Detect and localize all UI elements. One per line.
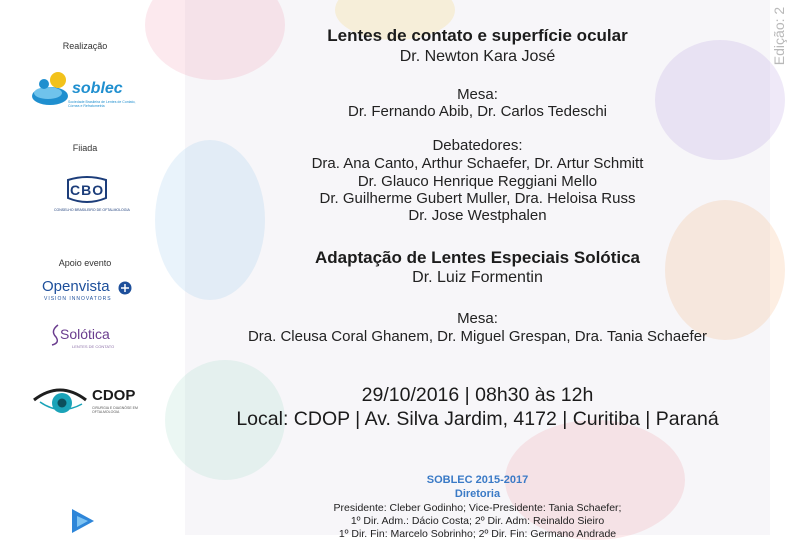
soblec-wordmark: soblec bbox=[72, 80, 123, 97]
solotica-logo bbox=[50, 323, 130, 353]
board-line: Presidente: Cleber Godinho; Vice-Presidente: Tania Schaefer; bbox=[333, 502, 622, 514]
debatedores-line: Dr. Glauco Henrique Reggiani Mello bbox=[357, 173, 598, 190]
solotica-tagline: LENTES DE CONTATO bbox=[72, 344, 115, 349]
apoio-label: Apoio evento bbox=[58, 258, 112, 268]
session1-mesa-names: Dr. Fernando Abib, Dr. Carlos Tedeschi bbox=[347, 103, 608, 120]
session1-mesa-label: Mesa: bbox=[457, 86, 498, 103]
session2-title: Adaptação de Lentes Especiais Solótica bbox=[314, 248, 640, 267]
cdop-logo bbox=[32, 386, 147, 420]
cdop-tagline: CIRURGIA E DIAGNÓSE EM OFTALMOLOGIA bbox=[92, 406, 138, 414]
session1-speaker: Dr. Newton Kara José bbox=[399, 48, 556, 65]
openvista-logo bbox=[42, 278, 137, 304]
cdop-eye-icon bbox=[32, 386, 88, 416]
program-content bbox=[185, 0, 787, 540]
realizacao-label: Realização bbox=[62, 41, 108, 51]
solotica-swirl-icon bbox=[50, 323, 60, 347]
debatedores-line: Dra. Ana Canto, Arthur Schaefer, Dr. Artur Schmitt bbox=[311, 155, 644, 172]
debatedores-line: Dr. Jose Westphalen bbox=[408, 207, 547, 224]
session2-speaker: Dr. Luiz Formentin bbox=[412, 269, 543, 286]
debatedores-line: Dr. Guilherme Gubert Muller, Dra. Heloisa Russ bbox=[319, 190, 636, 207]
board-line: 1º Dir. Adm.: Dácio Costa; 2º Dir. Adm: Reinaldo Sieiro bbox=[350, 515, 605, 527]
openvista-wordmark: Openvista bbox=[42, 278, 110, 295]
soblec-tagline: Sociedade Brasileira de Lentes de Contato, Córnea e Refratometria bbox=[68, 100, 136, 108]
session2-mesa-names: Dra. Cleusa Coral Ghanem, Dr. Miguel Grespan, Dra. Tania Schaefer bbox=[247, 328, 708, 345]
openvista-tagline: VISION INNOVATORS bbox=[44, 296, 112, 302]
board-title: SOBLEC 2015-2017 bbox=[426, 474, 529, 486]
session1-debatedores-label: Debatedores: bbox=[432, 137, 523, 154]
cbo-wordmark: CBO bbox=[70, 182, 105, 198]
soblec-logo bbox=[30, 66, 140, 114]
openvista-eye-icon bbox=[118, 281, 132, 295]
play-logo-icon bbox=[68, 505, 98, 535]
cbo-logo bbox=[54, 176, 130, 218]
session1-title: Lentes de contato e superfície ocular bbox=[327, 26, 628, 45]
filiada-label: Fiiada bbox=[72, 143, 98, 153]
solotica-wordmark: Solótica bbox=[60, 326, 110, 342]
board-subtitle: Diretoria bbox=[454, 488, 501, 500]
session2-mesa-label: Mesa: bbox=[457, 310, 498, 327]
board-line: 1º Dir. Fin: Marcelo Sobrinho; 2º Dir. Fin: Germano Andrade bbox=[338, 528, 617, 540]
event-datetime: 29/10/2016 | 08h30 às 12h bbox=[361, 384, 594, 406]
event-location: Local: CDOP | Av. Silva Jardim, 4172 | Curitiba | Paraná bbox=[236, 408, 719, 430]
sponsor-sidebar bbox=[0, 0, 185, 535]
cdop-wordmark: CDOP bbox=[92, 387, 136, 404]
edition-label: Edição: 2 bbox=[770, 6, 787, 66]
cbo-tagline: CONSELHO BRASILEIRO DE OFTALMOLOGIA bbox=[54, 208, 130, 212]
